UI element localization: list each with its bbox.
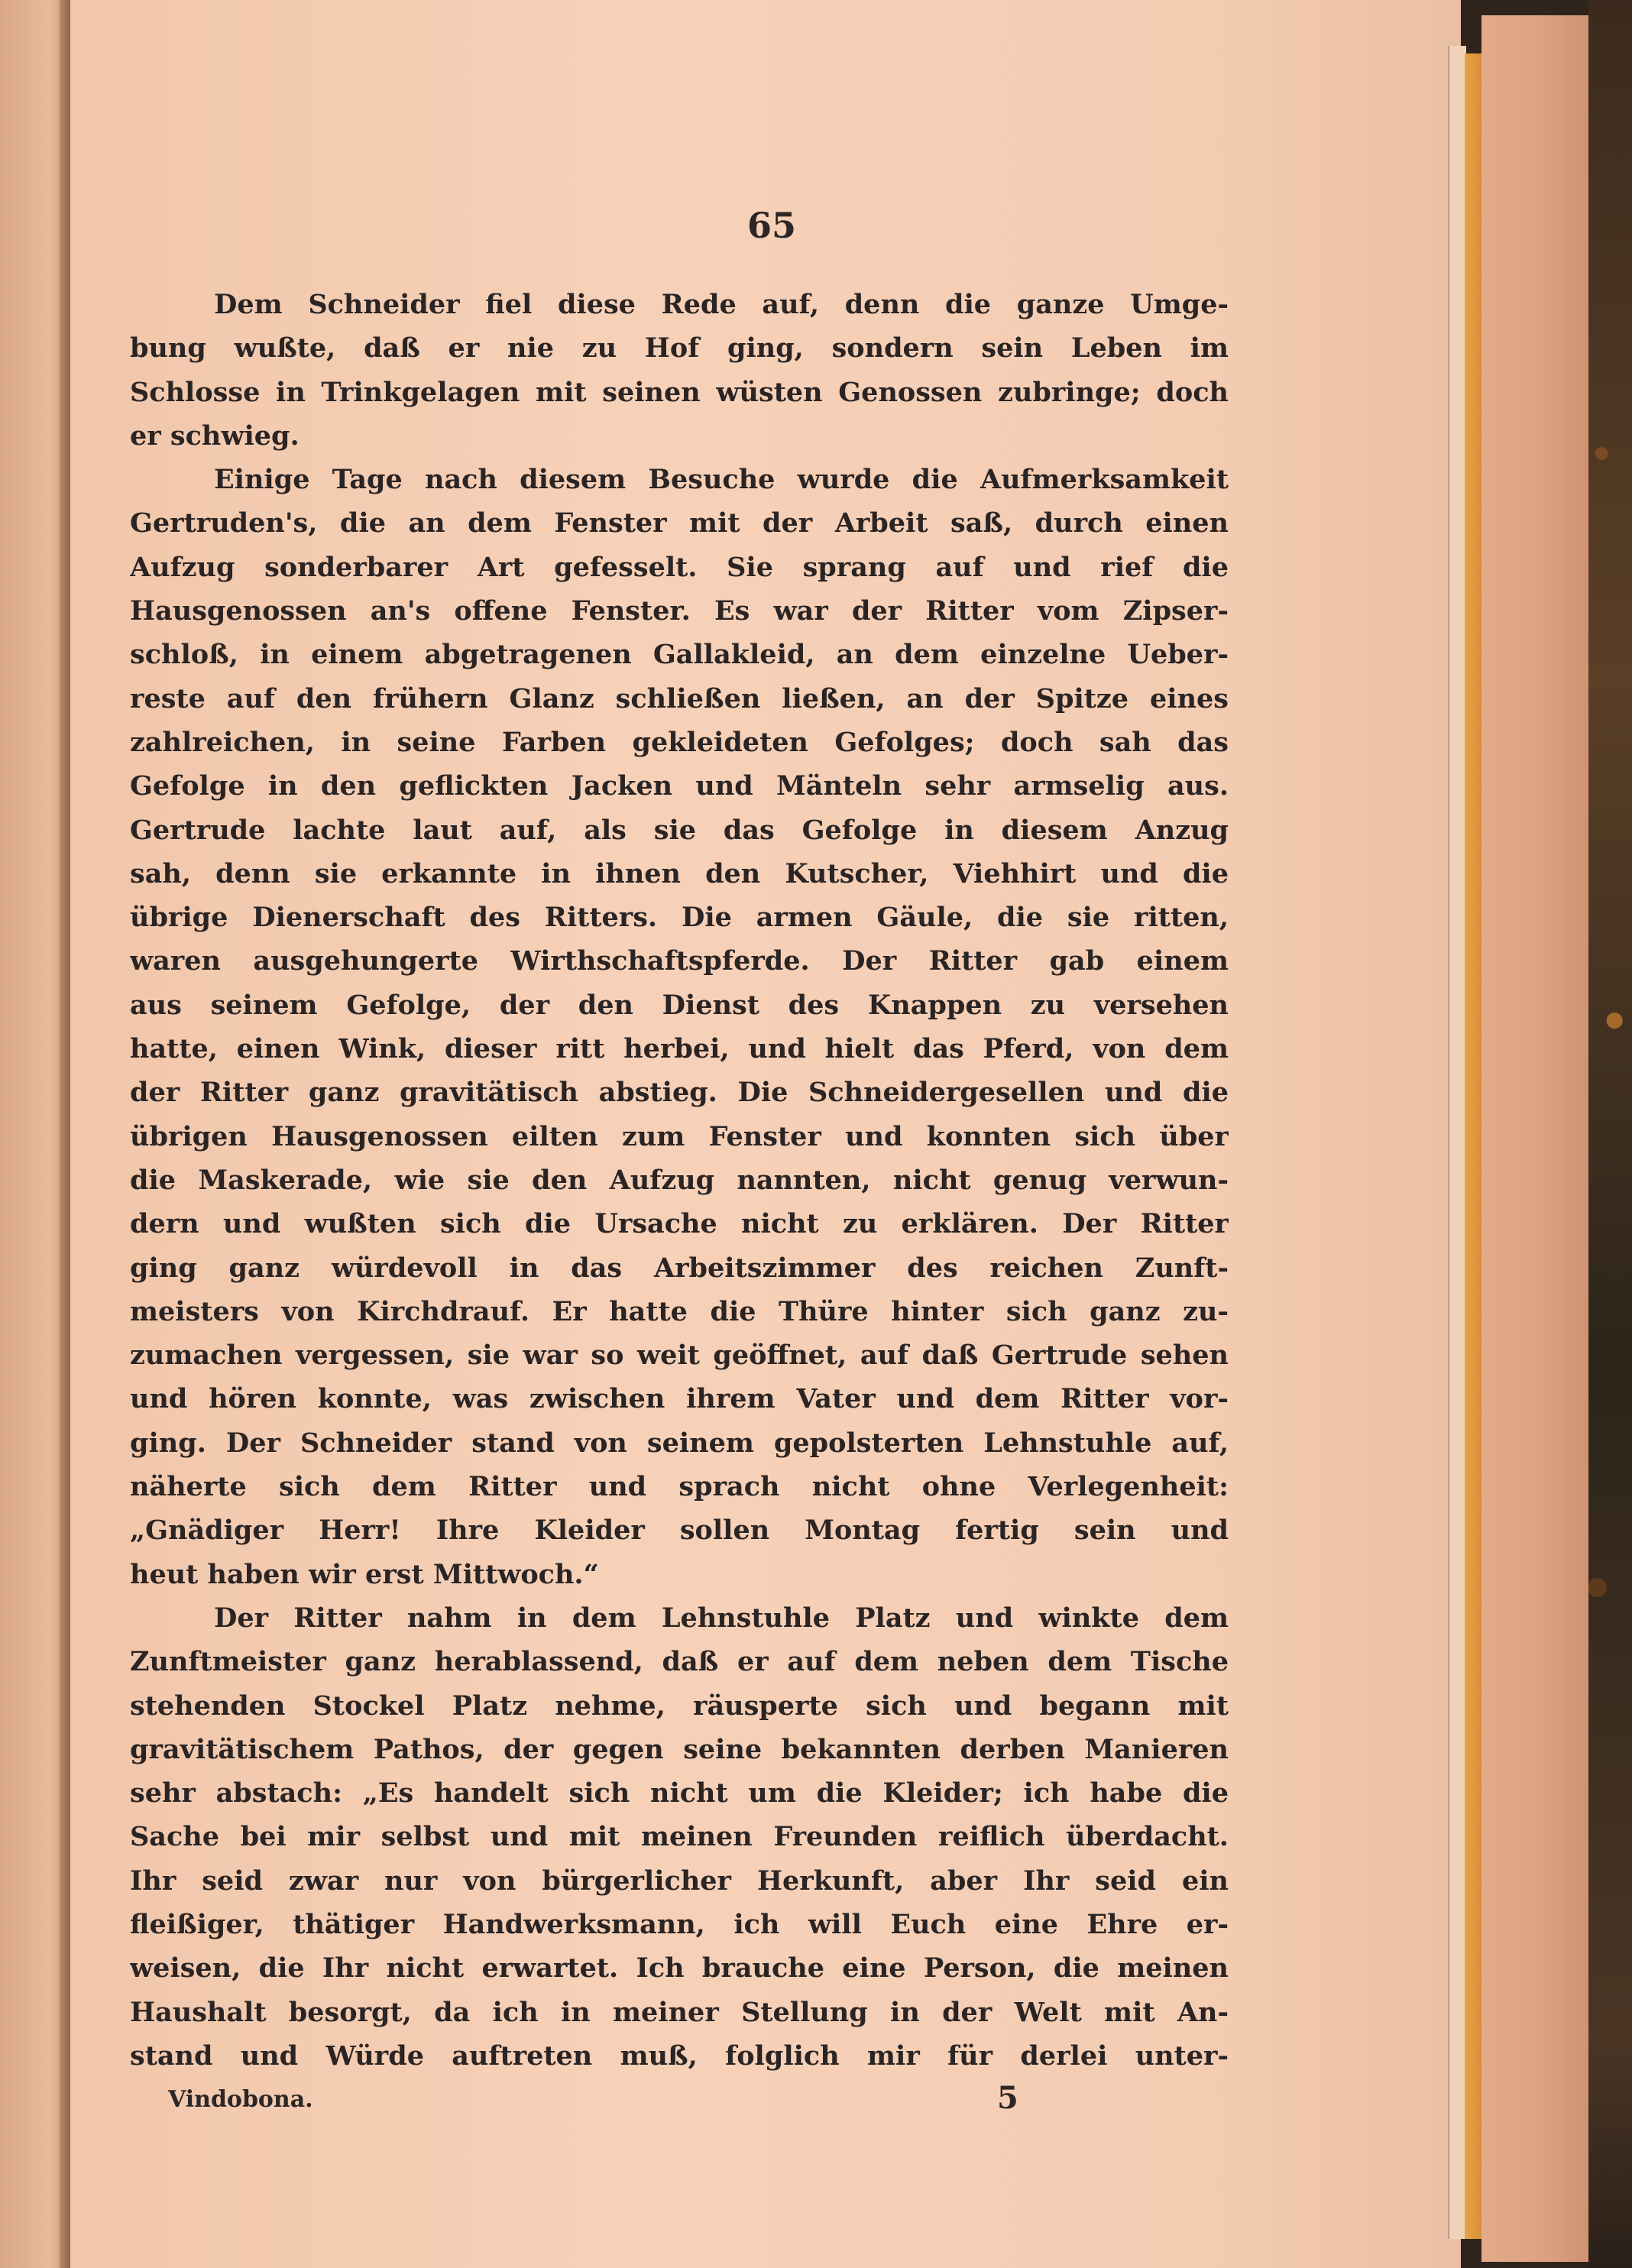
signature-mark: 5 <box>997 2080 1018 2116</box>
text-line: schloß, in einem abgetragenen Gallakleid, an dem einzelne Ueber- <box>130 639 1229 671</box>
text-line: Der Ritter nahm in dem Lehnstuhle Platz und winkte dem <box>214 1602 1229 1634</box>
text-line: Gertrude lachte laut auf, als sie das Gefolge in diesem Anzug <box>130 814 1229 846</box>
text-line: hatte, einen Wink, dieser ritt herbei, und hielt das Pferd, von dem <box>130 1033 1229 1065</box>
marbled-board <box>1588 0 1632 2268</box>
text-line: dern und wußten sich die Ursache nicht zu erklären. Der Ritter <box>130 1208 1229 1240</box>
text-line: Gertruden's, die an dem Fenster mit der Arbeit saß, durch einen <box>130 507 1229 539</box>
cover-edge <box>1481 15 1588 2262</box>
text-line: er schwieg. <box>130 420 300 452</box>
text-line: Zunftmeister ganz herablassend, daß er auf dem neben dem Tische <box>130 1646 1229 1678</box>
text-line: heut haben wir erst Mittwoch.“ <box>130 1558 599 1590</box>
text-line: aus seinem Gefolge, der den Dienst des Knappen zu versehen <box>130 989 1229 1021</box>
text-line: „Gnädiger Herr! Ihre Kleider sollen Montag fertig sein und <box>130 1515 1229 1547</box>
text-line: Gefolge in den geflickten Jacken und Mänteln sehr armselig aus. <box>130 770 1229 802</box>
text-line: stehenden Stockel Platz nehme, räusperte sich und begann mit <box>130 1690 1229 1722</box>
text-line: waren ausgehungerte Wirthschaftspferde. Der Ritter gab einem <box>130 945 1229 977</box>
text-line: Haushalt besorgt, da ich in meiner Stellung in der Welt mit An- <box>130 1996 1229 2028</box>
text-line: sehr abstach: „Es handelt sich nicht um die Kleider; ich habe die <box>130 1777 1229 1810</box>
text-line: reste auf den frühern Glanz schließen ließen, an der Spitze eines <box>130 682 1229 714</box>
text-line: Hausgenossen an's offene Fenster. Es war der Ritter vom Zipser- <box>130 595 1229 627</box>
text-line: Aufzug sonderbarer Art gefesselt. Sie sprang auf und rief die <box>130 551 1229 583</box>
page-number: 65 <box>746 205 796 246</box>
text-line: zumachen vergessen, sie war so weit geöffnet, auf daß Gertrude sehen <box>130 1340 1229 1372</box>
text-line: die Maskerade, wie sie den Aufzug nannten, nicht genug verwun- <box>130 1164 1229 1196</box>
text-line: stand und Würde auftreten muß, folglich mir für derlei unter- <box>130 2040 1229 2072</box>
book-gutter <box>60 0 70 2268</box>
text-line: Dem Schneider fiel diese Rede auf, denn die ganze Umge- <box>214 289 1229 320</box>
body-text <box>130 283 1229 2078</box>
text-line: Schlosse in Trinkgelagen mit seinen wüsten Genossen zubringe; doch <box>130 376 1229 408</box>
text-line: Sache bei mir selbst und mit meinen Freunden reiflich überdacht. <box>130 1821 1229 1853</box>
text-line: Einige Tage nach diesem Besuche wurde die Aufmerksamkeit <box>214 464 1229 496</box>
text-line: übrige Dienerschaft des Ritters. Die armen Gäule, die sie ritten, <box>130 902 1229 934</box>
text-line: gravitätischem Pathos, der gegen seine bekannten derben Manieren <box>130 1733 1229 1765</box>
text-line: bung wußte, daß er nie zu Hof ging, sondern sein Leben im <box>130 332 1229 364</box>
text-line: ging. Der Schneider stand von seinem gepolsterten Lehnstuhle auf, <box>130 1427 1229 1459</box>
text-line: meisters von Kirchdrauf. Er hatte die Thüre hinter sich ganz zu- <box>130 1295 1229 1327</box>
text-line: näherte sich dem Ritter und sprach nicht ohne Verlegenheit: <box>130 1471 1229 1503</box>
endpaper-edge <box>1465 53 1481 2239</box>
text-line: zahlreichen, in seine Farben gekleideten Gefolges; doch sah das <box>130 726 1229 758</box>
text-line: Ihr seid zwar nur von bürgerlicher Herkunft, aber Ihr seid ein <box>130 1865 1229 1897</box>
text-line: und hören konnte, was zwischen ihrem Vater und dem Ritter vor- <box>130 1383 1229 1415</box>
text-line: der Ritter ganz gravitätisch abstieg. Die Schneidergesellen und die <box>130 1077 1229 1109</box>
text-line: übrigen Hausgenossen eilten zum Fenster und konnten sich über <box>130 1120 1229 1152</box>
printer-signature: Vindobona. <box>168 2086 313 2113</box>
text-line: ging ganz würdevoll in das Arbeitszimmer des reichen Zunft- <box>130 1252 1229 1284</box>
text-line: sah, denn sie erkannte in ihnen den Kutscher, Viehhirt und die <box>130 857 1229 889</box>
text-line: weisen, die Ihr nicht erwartet. Ich brauche eine Person, die meinen <box>130 1952 1229 1985</box>
text-line: fleißiger, thätiger Handwerksmann, ich will Euch eine Ehre er- <box>130 1908 1229 1940</box>
page-edge <box>1448 46 1466 2239</box>
